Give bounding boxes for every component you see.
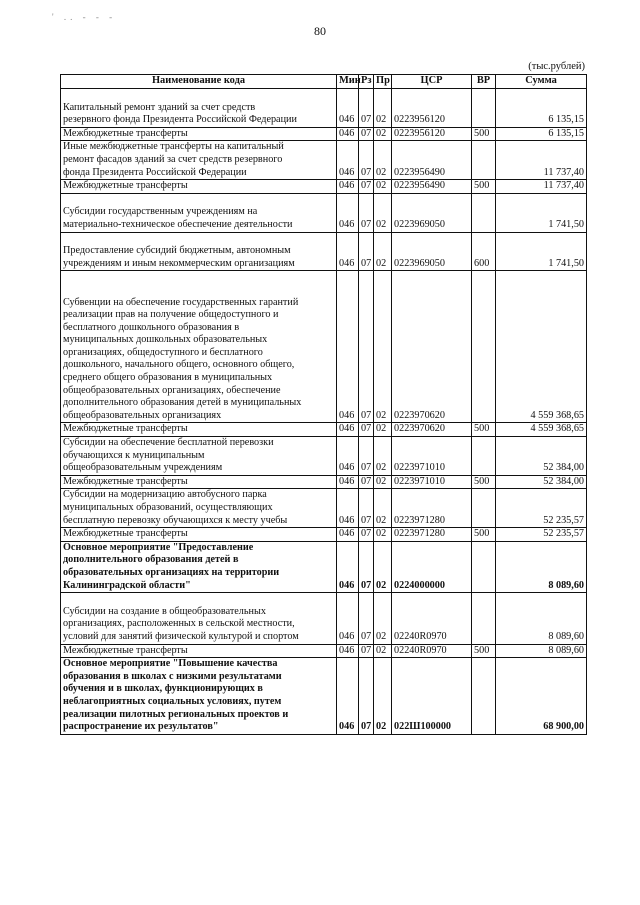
cell-name: Основное мероприятие "Предоставление дополнительного образования детей в образовательных организациях на территории Калининградской области" bbox=[61, 541, 337, 592]
cell-name: Субсидии государственным учреждениям на материально-техническое обеспечение деятельности bbox=[61, 193, 337, 232]
cell-rz: 07 bbox=[359, 437, 374, 476]
table-row bbox=[61, 193, 587, 232]
cell-name: Субсидии на обеспечение бесплатной перевозки обучающихся к муниципальным общеобразовательным учреждениям bbox=[61, 437, 337, 476]
cell-sum: 6 135,15 bbox=[496, 127, 587, 141]
cell-pr: 02 bbox=[374, 180, 392, 194]
cell-min: 046 bbox=[337, 437, 359, 476]
cell-min: 046 bbox=[337, 180, 359, 194]
cell-sum: 4 559 368,65 bbox=[496, 271, 587, 423]
cell-vr bbox=[472, 437, 496, 476]
cell-rz: 07 bbox=[359, 475, 374, 489]
cell-csr: 0223956490 bbox=[392, 180, 472, 194]
cell-min: 046 bbox=[337, 127, 359, 141]
cell-vr: 500 bbox=[472, 528, 496, 542]
cell-csr: 0223956120 bbox=[392, 127, 472, 141]
cell-pr: 02 bbox=[374, 541, 392, 592]
cell-min: 046 bbox=[337, 141, 359, 180]
cell-min: 046 bbox=[337, 271, 359, 423]
table-row bbox=[61, 180, 587, 194]
cell-pr: 02 bbox=[374, 644, 392, 658]
cell-min: 046 bbox=[337, 193, 359, 232]
column-header-min: Мин bbox=[337, 75, 359, 89]
cell-rz: 07 bbox=[359, 593, 374, 644]
column-header-rz: Рз bbox=[359, 75, 374, 89]
cell-pr: 02 bbox=[374, 89, 392, 128]
cell-vr bbox=[472, 489, 496, 528]
cell-min: 046 bbox=[337, 89, 359, 128]
table-row bbox=[61, 232, 587, 271]
cell-min: 046 bbox=[337, 475, 359, 489]
table-row bbox=[61, 127, 587, 141]
cell-min: 046 bbox=[337, 232, 359, 271]
cell-pr: 02 bbox=[374, 437, 392, 476]
cell-sum: 52 384,00 bbox=[496, 437, 587, 476]
cell-rz: 07 bbox=[359, 658, 374, 735]
cell-rz: 07 bbox=[359, 141, 374, 180]
cell-sum: 6 135,15 bbox=[496, 89, 587, 128]
cell-csr: 0223971280 bbox=[392, 489, 472, 528]
cell-name: Межбюджетные трансферты bbox=[61, 475, 337, 489]
cell-min: 046 bbox=[337, 541, 359, 592]
cell-vr bbox=[472, 141, 496, 180]
page-number: 80 bbox=[314, 24, 326, 38]
cell-pr: 02 bbox=[374, 593, 392, 644]
cell-sum: 52 384,00 bbox=[496, 475, 587, 489]
cell-sum: 11 737,40 bbox=[496, 141, 587, 180]
cell-csr: 0223970620 bbox=[392, 271, 472, 423]
cell-csr: 02240R0970 bbox=[392, 644, 472, 658]
cell-sum: 8 089,60 bbox=[496, 593, 587, 644]
table-row bbox=[61, 475, 587, 489]
cell-sum: 8 089,60 bbox=[496, 644, 587, 658]
cell-name: Основное мероприятие "Повышение качества образования в школах с низкими результатами обучения и в школах, функционирующих в неблагоприятных социальных условиях, путем реализации пилотных региональных проектов и распространение их результатов" bbox=[61, 658, 337, 735]
cell-min: 046 bbox=[337, 593, 359, 644]
cell-name: Межбюджетные трансферты bbox=[61, 127, 337, 141]
cell-sum: 1 741,50 bbox=[496, 232, 587, 271]
cell-pr: 02 bbox=[374, 475, 392, 489]
cell-vr bbox=[472, 193, 496, 232]
cell-pr: 02 bbox=[374, 489, 392, 528]
table-row bbox=[61, 541, 587, 592]
cell-csr: 0223956120 bbox=[392, 89, 472, 128]
cell-rz: 07 bbox=[359, 541, 374, 592]
cell-name: Иные межбюджетные трансферты на капитальный ремонт фасадов зданий за счет средств резервного фонда Президента Российской Федерации bbox=[61, 141, 337, 180]
cell-pr: 02 bbox=[374, 232, 392, 271]
cell-csr: 0223970620 bbox=[392, 423, 472, 437]
units-label: (тыс.рублей) bbox=[528, 61, 585, 72]
cell-pr: 02 bbox=[374, 528, 392, 542]
table-row bbox=[61, 489, 587, 528]
cell-csr: 0223956490 bbox=[392, 141, 472, 180]
cell-min: 046 bbox=[337, 528, 359, 542]
budget-table bbox=[60, 74, 587, 735]
cell-csr: 0223969050 bbox=[392, 193, 472, 232]
cell-vr: 500 bbox=[472, 127, 496, 141]
table-row bbox=[61, 271, 587, 423]
cell-name: Субвенции на обеспечение государственных гарантий реализации прав на получение общедоступного и бесплатного дошкольного образования в муниципальных дошкольных образовательных организациях, общедоступного и бесплатного дошкольного, начального общего, основного общего, среднего общего образования в муниципальных общеобразовательных организациях, обеспечение дополнительного образования детей в муниципальных общеобразовательных организациях bbox=[61, 271, 337, 423]
cell-csr: 02240R0970 bbox=[392, 593, 472, 644]
cell-name: Капитальный ремонт зданий за счет средств резервного фонда Президента Российской Федерации bbox=[61, 89, 337, 128]
table-row bbox=[61, 423, 587, 437]
column-header-name: Наименование кода bbox=[61, 75, 337, 89]
cell-min: 046 bbox=[337, 658, 359, 735]
cell-rz: 07 bbox=[359, 528, 374, 542]
cell-csr: 0223971010 bbox=[392, 475, 472, 489]
cell-name: Субсидии на создание в общеобразовательных организациях, расположенных в сельской местности, условий для занятий физической культурой и спортом bbox=[61, 593, 337, 644]
cell-min: 046 bbox=[337, 489, 359, 528]
cell-vr: 500 bbox=[472, 644, 496, 658]
cell-min: 046 bbox=[337, 644, 359, 658]
table-row bbox=[61, 644, 587, 658]
cell-rz: 07 bbox=[359, 644, 374, 658]
cell-rz: 07 bbox=[359, 127, 374, 141]
column-header-sum: Сумма bbox=[496, 75, 587, 89]
cell-min: 046 bbox=[337, 423, 359, 437]
cell-sum: 11 737,40 bbox=[496, 180, 587, 194]
table-row bbox=[61, 89, 587, 128]
cell-vr bbox=[472, 593, 496, 644]
cell-name: Межбюджетные трансферты bbox=[61, 180, 337, 194]
cell-sum: 52 235,57 bbox=[496, 528, 587, 542]
column-header-vr: ВР bbox=[472, 75, 496, 89]
cell-pr: 02 bbox=[374, 271, 392, 423]
cell-vr bbox=[472, 271, 496, 423]
cell-sum: 8 089,60 bbox=[496, 541, 587, 592]
cell-vr: 600 bbox=[472, 232, 496, 271]
cell-name: Межбюджетные трансферты bbox=[61, 423, 337, 437]
cell-vr: 500 bbox=[472, 423, 496, 437]
table-header-row bbox=[61, 75, 587, 89]
cell-name: Субсидии на модернизацию автобусного парка муниципальных образований, осуществляющих бесплатную перевозку обучающихся к месту учебы bbox=[61, 489, 337, 528]
table-row bbox=[61, 141, 587, 180]
cell-name: Межбюджетные трансферты bbox=[61, 644, 337, 658]
cell-vr: 500 bbox=[472, 475, 496, 489]
cell-csr: 022Ш100000 bbox=[392, 658, 472, 735]
cell-vr bbox=[472, 89, 496, 128]
cell-vr bbox=[472, 658, 496, 735]
table-row bbox=[61, 658, 587, 735]
cell-sum: 68 900,00 bbox=[496, 658, 587, 735]
table-row bbox=[61, 593, 587, 644]
cell-rz: 07 bbox=[359, 89, 374, 128]
cell-pr: 02 bbox=[374, 141, 392, 180]
cell-vr: 500 bbox=[472, 180, 496, 194]
cell-vr bbox=[472, 541, 496, 592]
cell-csr: 0223971010 bbox=[392, 437, 472, 476]
cell-sum: 4 559 368,65 bbox=[496, 423, 587, 437]
cell-sum: 1 741,50 bbox=[496, 193, 587, 232]
cell-name: Межбюджетные трансферты bbox=[61, 528, 337, 542]
cell-csr: 0223969050 bbox=[392, 232, 472, 271]
table-row bbox=[61, 528, 587, 542]
scan-marks: ' .. - - - bbox=[52, 12, 117, 22]
cell-rz: 07 bbox=[359, 180, 374, 194]
table-row bbox=[61, 437, 587, 476]
cell-name: Предоставление субсидий бюджетным, автономным учреждениям и иным некоммерческим организациям bbox=[61, 232, 337, 271]
cell-rz: 07 bbox=[359, 271, 374, 423]
cell-csr: 0223971280 bbox=[392, 528, 472, 542]
cell-rz: 07 bbox=[359, 423, 374, 437]
cell-rz: 07 bbox=[359, 232, 374, 271]
cell-pr: 02 bbox=[374, 423, 392, 437]
column-header-csr: ЦСР bbox=[392, 75, 472, 89]
cell-rz: 07 bbox=[359, 193, 374, 232]
cell-pr: 02 bbox=[374, 127, 392, 141]
cell-csr: 0224000000 bbox=[392, 541, 472, 592]
column-header-pr: Пр bbox=[374, 75, 392, 89]
cell-sum: 52 235,57 bbox=[496, 489, 587, 528]
cell-pr: 02 bbox=[374, 193, 392, 232]
cell-pr: 02 bbox=[374, 658, 392, 735]
cell-rz: 07 bbox=[359, 489, 374, 528]
